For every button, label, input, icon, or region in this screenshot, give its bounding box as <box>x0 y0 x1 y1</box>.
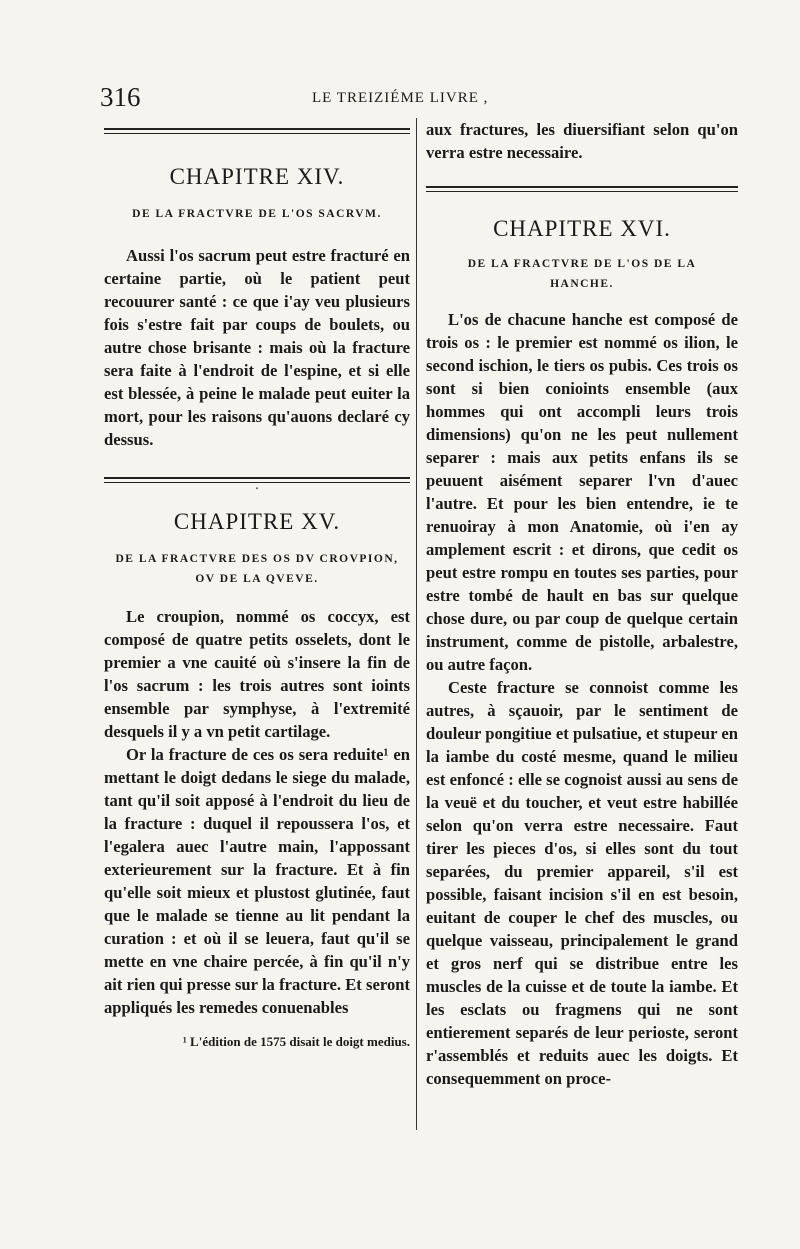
chapter-16-subtitle-line1: DE LA FRACTVRE DE L'OS DE LA <box>467 258 697 270</box>
ornament-dot: · <box>254 482 260 497</box>
running-title: LE TREIZIÉME LIVRE , <box>312 90 489 106</box>
chapter-14-subtitle: DE LA FRACTVRE DE L'OS SACRVM. <box>132 208 382 220</box>
chapter-14-paragraph: Aussi l'os sacrum peut estre fracturé en certaine partie, où le patient peut recouurer santé : ce que i'ay veu plusieurs fois s'estre fait par coups de boulets, ou autre chose brisante : mais où la fracture sera faite à l'endroit de l'espine, et si elle est blessée, à peine le malade peut euiter la mort, pour les raisons qu'auons declaré cy dessus. <box>104 246 410 449</box>
chapter-15-paragraph-1: Le croupion, nommé os coccyx, est composé de quatre petits osselets, dont le premier a vne cauité où s'insere la fin de l'os sacrum : les trois autres sont ioints ensemble par symphyse, à l'extremité desquels il y a vn petit cartilage. <box>104 607 410 741</box>
running-head <box>100 82 725 112</box>
page-number: 316 <box>100 82 141 112</box>
left-column <box>104 118 410 1051</box>
chapter-16-subtitle-line2: HANCHE. <box>550 278 614 290</box>
continuation-text: aux fractures, les diuersifiant selon qu'on verra estre necessaire. <box>426 120 738 162</box>
chapter-rule <box>104 128 410 134</box>
chapter-14-title: CHAPITRE XIV. <box>169 164 345 189</box>
chapter-rule <box>426 186 738 192</box>
chapter-16-title: CHAPITRE XVI. <box>493 216 671 241</box>
chapter-15-subtitle-line1: DE LA FRACTVRE DES OS DV CROVPION, <box>115 553 399 565</box>
chapter-16-paragraph-2: Ceste fracture se connoist comme les autres, à sçauoir, par le sentiment de douleur pongitiue et pulsatiue, et stupeur en la iambe du costé mesme, quand le milieu est enfoncé : elle se cognoist aussi au sens de la veuë et du toucher, et veut estre habillée selon qu'on verra estre necessaire. Faut tirer les pieces d'os, si elles sont du tout separées, du premier appareil, s'il est possible, faisant incision s'il en est besoin, euitant de couper le chef des muscles, ou quelque vaisseau, principalement le grand et gros nerf qui se distribue entre les muscles de la cuisse et de toute la iambe. Et les esclats ou fragmens qui ne sont entierement separés de leur perioste, seront r'assemblés et reduits auec les doigts. Et consequemment on proce- <box>426 678 738 1088</box>
right-column <box>426 118 738 1090</box>
chapter-16-paragraph-1: L'os de chacune hanche est composé de trois os : le premier est nommé os ilion, le second ischion, le tiers os pubis. Ces trois os sont si bien conioints ensemble (aux hommes qui ont accompli leurs trois dimensions) qu'on ne les peut nullement separer : mais aux petits enfans ils se peuuent aisément separer l'vn d'auec l'autre. Et pour les bien entendre, ie te renuoiray à mon Anatomie, où i'en ay amplement escrit : et dirons, que cedit os peut estre rompu en toutes ses parties, pour estre tombé de hault en bas sur quelque chose dure, ou par coup de quelque certain instrument, comme de pistolle, arbalestre, ou autre façon. <box>426 310 738 674</box>
column-divider <box>416 118 417 1130</box>
footnote: ¹ L'édition de 1575 disait le doigt medius. <box>182 1034 410 1049</box>
chapter-15-paragraph-2: Or la fracture de ces os sera reduite¹ en mettant le doigt dedans le siege du malade, tant qu'il soit apposé à l'endroit du lieu de la fracture : duquel il repoussera l'os, et l'egalera auec l'autre main, l'appossant exterieurement sur la fracture. Et à fin qu'elle soit mieux et plustost glutinée, faut que le malade se tienne au lit pendant la curation : et où il se leuera, faut qu'il se mette en vne chaire percée, à fin qu'il n'y ait rien qui presse sur la fracture. Et seront appliqués les remedes conuenables <box>104 745 410 1017</box>
chapter-15-subtitle-line2: OV DE LA QVEVE. <box>195 573 319 585</box>
chapter-15-title: CHAPITRE XV. <box>173 509 341 534</box>
